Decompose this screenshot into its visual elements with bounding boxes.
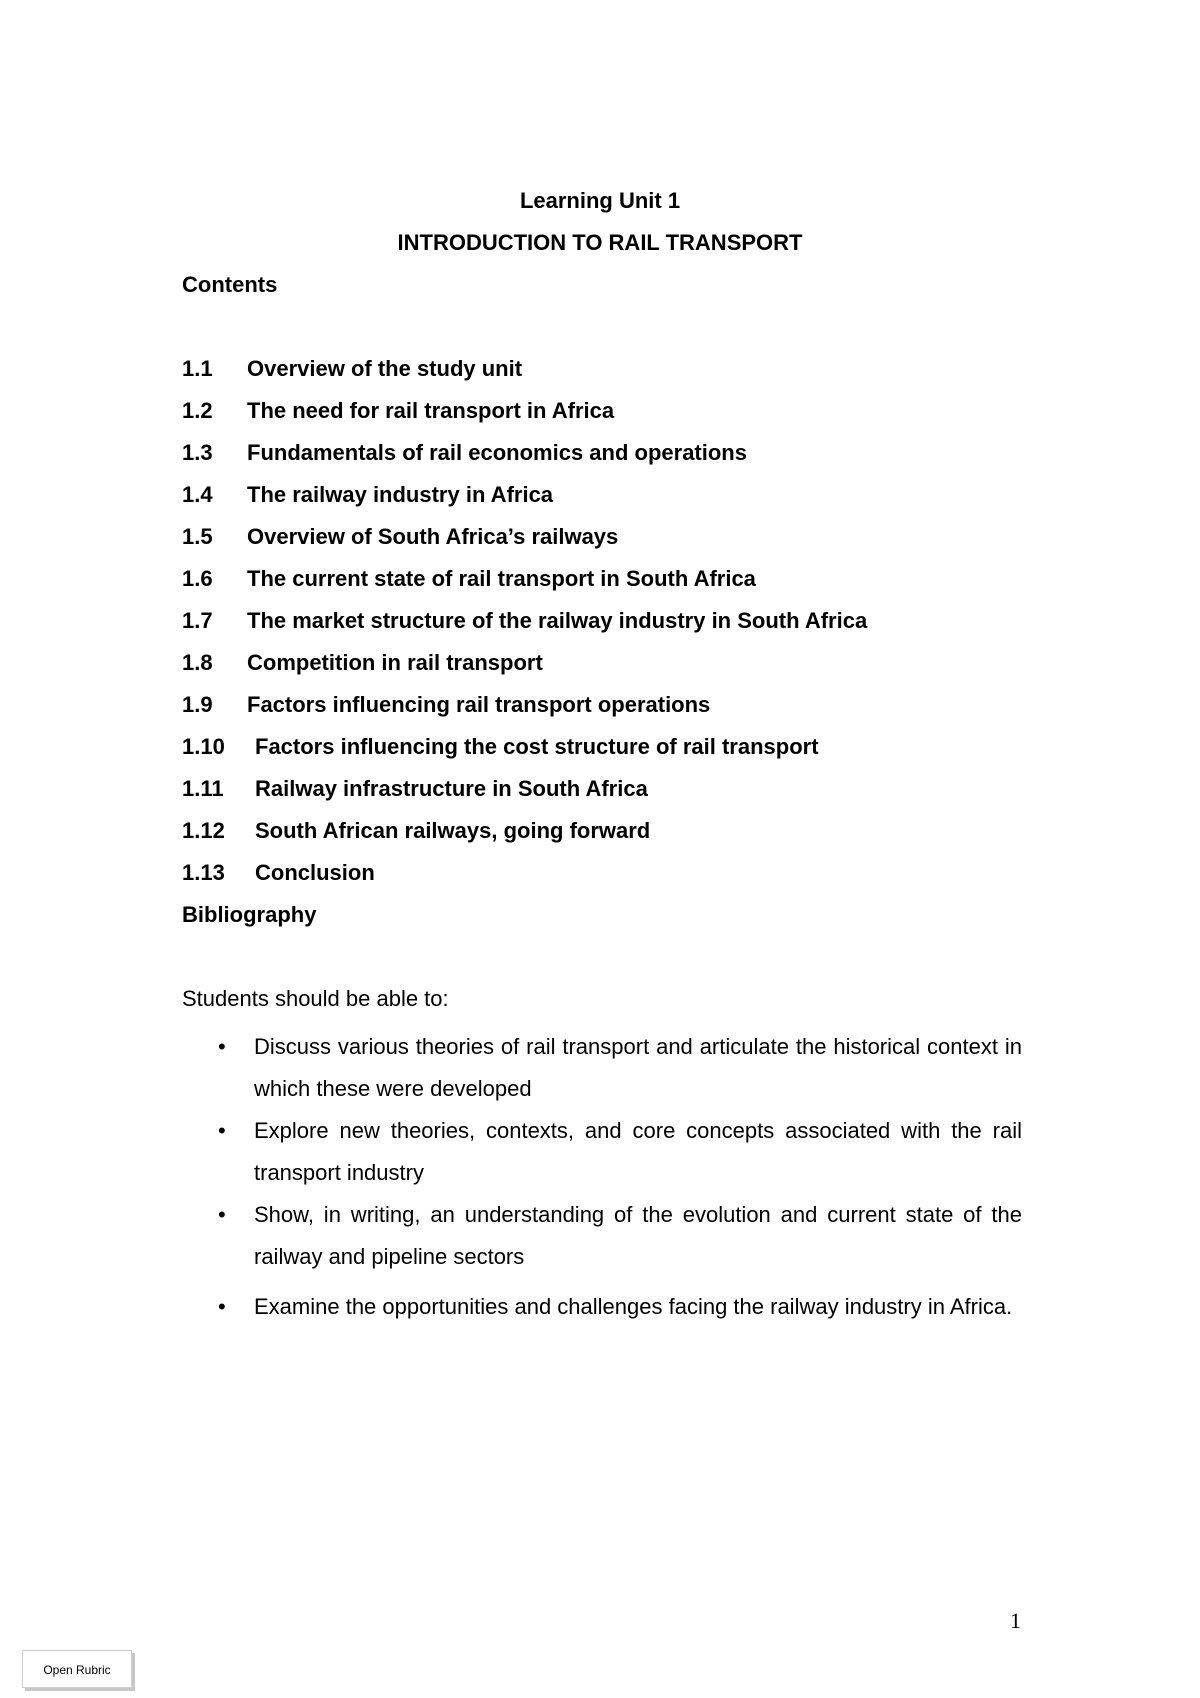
bullet-icon: • xyxy=(218,1294,226,1319)
list-item xyxy=(210,1110,1022,1194)
list-item xyxy=(210,1194,1022,1278)
toc-item xyxy=(182,858,867,900)
toc-number: 1.4 xyxy=(182,482,213,507)
toc-label: Railway infrastructure in South Africa xyxy=(255,776,648,801)
unit-title: Learning Unit 1 xyxy=(519,188,681,213)
toc-label: Competition in rail transport xyxy=(247,650,543,675)
toc-item xyxy=(182,396,867,438)
toc-item xyxy=(182,438,867,480)
toc-item xyxy=(182,606,867,648)
toc-label: The need for rail transport in Africa xyxy=(247,398,615,423)
bullet-icon: • xyxy=(218,1118,226,1143)
toc-number: 1.13 xyxy=(182,860,225,885)
toc-number: 1.5 xyxy=(182,524,213,549)
outcome-text: Discuss various theories of rail transport and articulate the historical context in which these were developed xyxy=(254,1034,1022,1101)
toc-number: 1.12 xyxy=(182,818,225,843)
toc-item xyxy=(182,816,867,858)
toc-number: 1.7 xyxy=(182,608,213,633)
outcome-text: Explore new theories, contexts, and core concepts associated with the rail transport industry xyxy=(254,1118,1022,1185)
table-of-contents xyxy=(182,354,867,900)
toc-label: The railway industry in Africa xyxy=(247,482,554,507)
list-item xyxy=(210,1286,1022,1328)
toc-item xyxy=(182,690,867,732)
toc-item xyxy=(182,648,867,690)
toc-number: 1.11 xyxy=(182,776,224,801)
contents-heading: Contents xyxy=(182,272,278,297)
toc-number: 1.6 xyxy=(182,566,213,591)
toc-item xyxy=(182,564,867,606)
outcome-text: Show, in writing, an understanding of the evolution and current state of the railway and pipeline sectors xyxy=(254,1202,1022,1269)
toc-label: Overview of South Africa’s railways xyxy=(247,524,619,549)
toc-item xyxy=(182,480,867,522)
toc-number: 1.1 xyxy=(182,356,213,381)
bibliography-heading: Bibliography xyxy=(182,902,317,927)
toc-item xyxy=(182,774,867,816)
toc-number: 1.2 xyxy=(182,398,213,423)
toc-item xyxy=(182,522,867,564)
toc-label: Conclusion xyxy=(255,860,375,885)
learning-outcomes-list xyxy=(210,1026,1022,1328)
toc-number: 1.8 xyxy=(182,650,213,675)
toc-number: 1.3 xyxy=(182,440,213,465)
open-rubric-button[interactable]: Open Rubric xyxy=(22,1650,132,1688)
toc-item xyxy=(182,354,867,396)
toc-label: Factors influencing rail transport operations xyxy=(247,692,711,717)
toc-label: Fundamentals of rail economics and operations xyxy=(247,440,747,465)
toc-item xyxy=(182,732,867,774)
toc-label: Overview of the study unit xyxy=(247,356,523,381)
toc-number: 1.10 xyxy=(182,734,225,759)
page-number: 1 xyxy=(1010,1608,1021,1633)
bullet-icon: • xyxy=(218,1034,226,1059)
outcome-text: Examine the opportunities and challenges facing the railway industry in Africa. xyxy=(254,1294,1013,1319)
toc-label: South African railways, going forward xyxy=(255,818,651,843)
toc-label: The current state of rail transport in South Africa xyxy=(247,566,756,591)
toc-label: Factors influencing the cost structure of rail transport xyxy=(255,734,819,759)
outcomes-intro: Students should be able to: xyxy=(182,986,449,1011)
list-item xyxy=(210,1026,1022,1110)
unit-subtitle: INTRODUCTION TO RAIL TRANSPORT xyxy=(397,230,803,255)
toc-number: 1.9 xyxy=(182,692,213,717)
toc-label: The market structure of the railway industry in South Africa xyxy=(247,608,868,633)
bullet-icon: • xyxy=(218,1202,226,1227)
